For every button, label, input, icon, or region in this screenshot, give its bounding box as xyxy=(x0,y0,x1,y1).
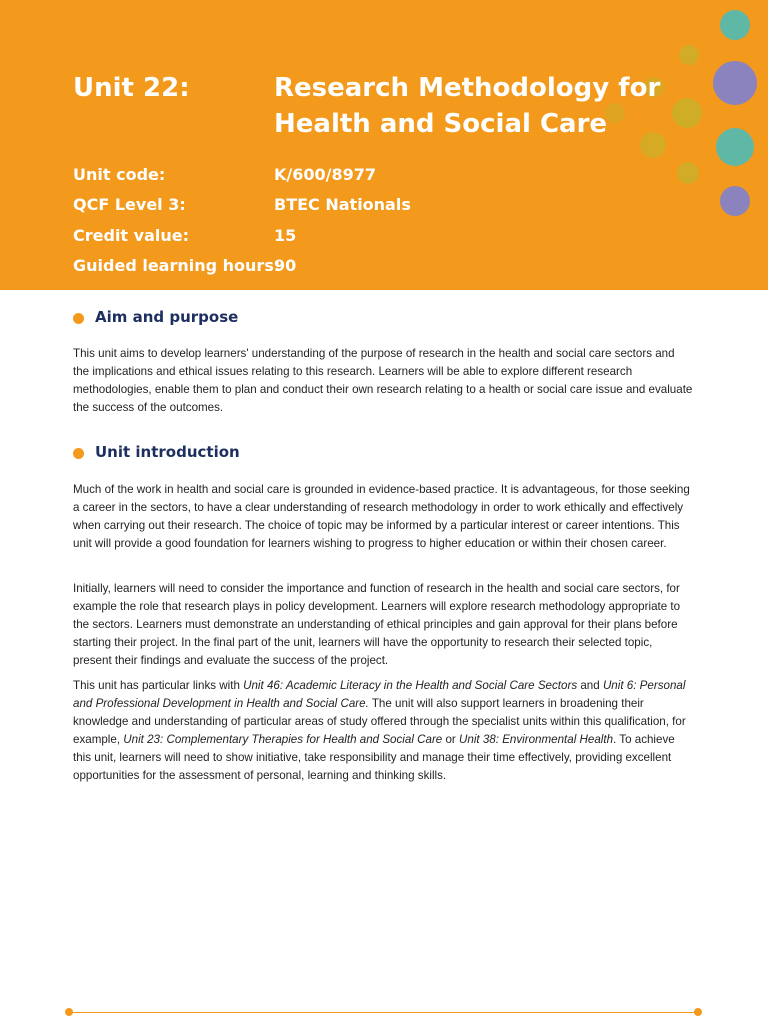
section-title: Aim and purpose xyxy=(95,308,239,326)
unit-reference: Unit 46: Academic Literacy in the Health and Social Care Sectors xyxy=(243,679,578,692)
meta-row-qcf-level xyxy=(0,192,768,222)
unit-reference: Unit 38: Environmental Health xyxy=(459,733,614,746)
text-run: or xyxy=(442,733,460,746)
unit-title: Research Methodology for Health and Social Care xyxy=(274,73,661,139)
bullet-icon xyxy=(73,313,84,324)
aim-paragraph: This unit aims to develop learners' understanding of the purpose of research in the health and social care sectors and the implications and ethical issues relating to this research. Learners will be able to explore different research methodologies, enable them to plan and conduct their own research relating to a health or social care issue and evaluate the success of the outcomes. xyxy=(73,347,693,414)
unit-reference: Unit 6: Personal and Professional Development in Health and Social Care. xyxy=(73,679,686,710)
meta-row-credit-value xyxy=(0,223,768,253)
meta-row-guided-hours xyxy=(0,253,768,283)
meta-label: Guided learning hours: xyxy=(73,256,281,275)
section-heading-aim xyxy=(73,305,238,329)
meta-value: 90 xyxy=(274,256,297,275)
footer-dot-left xyxy=(65,1008,73,1016)
meta-value: 15 xyxy=(274,226,297,245)
bullet-icon xyxy=(73,448,84,459)
meta-label: Credit value: xyxy=(73,226,189,245)
footer-divider xyxy=(69,1012,698,1013)
meta-label: Unit code: xyxy=(73,165,166,184)
decorative-dot xyxy=(679,45,699,65)
text-run: . To achieve this unit, learners will need to show initiative, take responsibility and manage their time effectively, providing excellent opportunities for the assessment of personal, learning and thinking skills. xyxy=(73,733,675,782)
decorative-dot xyxy=(720,10,750,40)
decorative-dot xyxy=(713,61,757,105)
meta-value: BTEC Nationals xyxy=(274,195,411,214)
decorative-dot xyxy=(672,98,702,128)
intro-paragraph-3 xyxy=(73,677,693,785)
intro-paragraph-1: Much of the work in health and social care is grounded in evidence-based practice. It is advantageous, for those seeking a career in the sectors, to have a clear understanding of research methodology in order to work ethically and effectively when carrying out their research. The choice of topic may be informed by a particular interest or career intentions. This unit will provide a good foundation for learners wishing to progress to higher education or within their chosen career. xyxy=(73,483,690,550)
meta-label: QCF Level 3: xyxy=(73,195,186,214)
meta-row-unit-code xyxy=(0,162,768,192)
decorative-dot xyxy=(716,128,754,166)
text-run: The unit will also support learners in broadening their knowledge and understanding of particular areas of study offered through the specialist units within this qualification, for example, xyxy=(73,697,686,746)
footer-dot-right xyxy=(694,1008,702,1016)
unit-reference: Unit 23: Complementary Therapies for Health and Social Care xyxy=(123,733,443,746)
text-run: and xyxy=(577,679,603,692)
intro-paragraph-2: Initially, learners will need to consider the importance and function of research in the health and social care sectors, for example the role that research plays in policy development. Learners will explore research methodology appropriate to the sectors. Learners must demonstrate an understanding of ethical principles and gain approval for their plans before starting their project. In the final part of the unit, learners will have the opportunity to research their selected topic, present their findings and evaluate the success of the project. xyxy=(73,582,681,667)
meta-value: K/600/8977 xyxy=(274,165,377,184)
unit-number: Unit 22: xyxy=(73,73,190,103)
text-run: This unit has particular links with xyxy=(73,679,244,692)
section-heading-intro xyxy=(73,440,240,464)
header-banner xyxy=(0,0,768,290)
section-title: Unit introduction xyxy=(95,443,240,461)
